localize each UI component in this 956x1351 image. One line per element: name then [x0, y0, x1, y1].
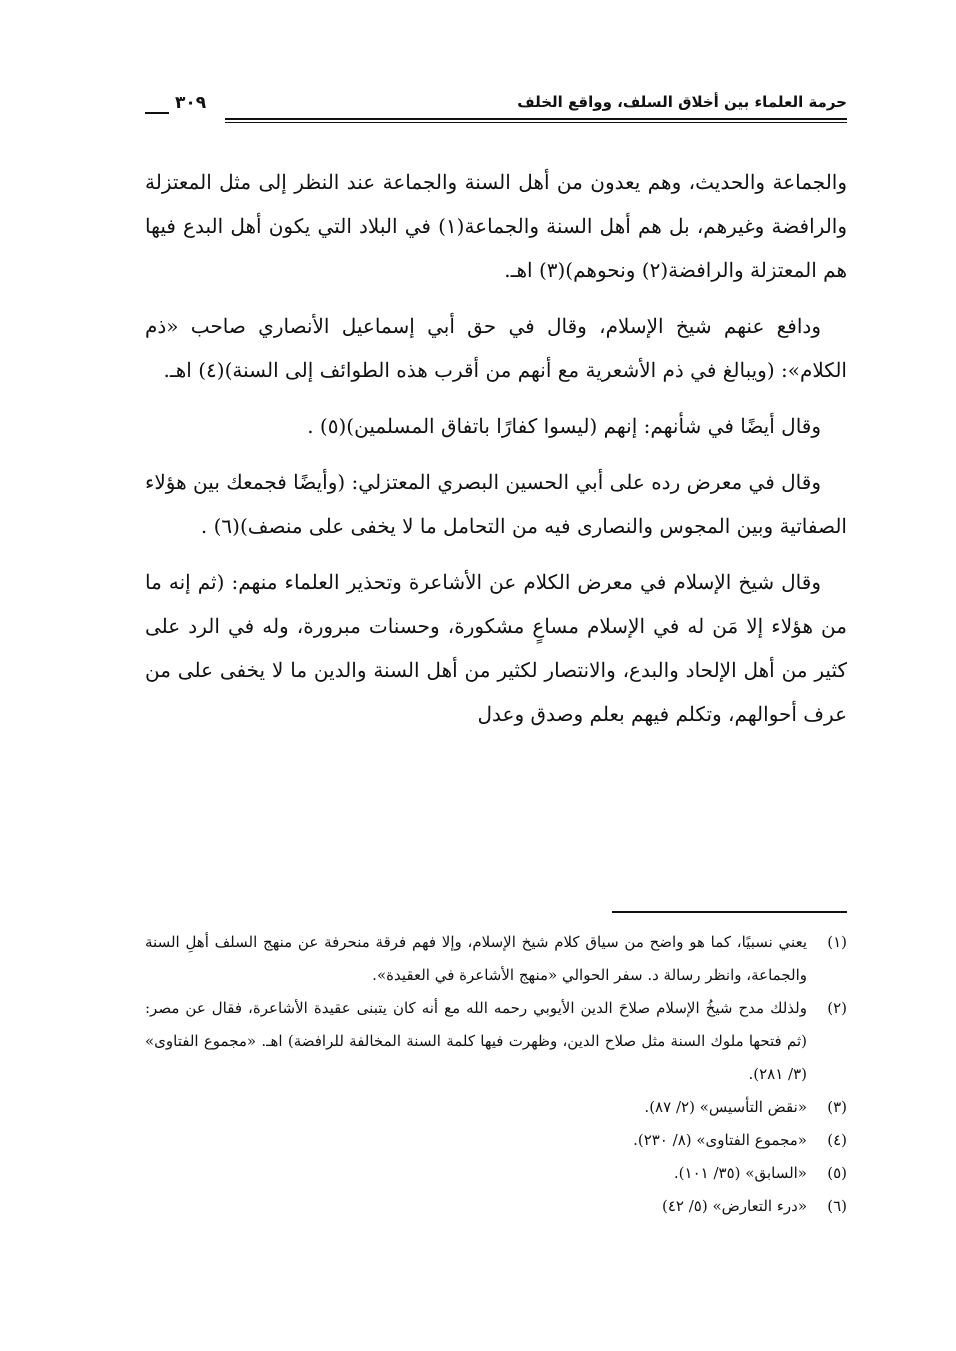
footnote-text: ولذلك مدح شيخُ الإسلام صلاحَ الدين الأيوبي رحمه الله مع أنه كان يتبنى عقيدة الأشاعرة، فقال عن مصر: (ثم فتحها ملوك السنة مثل صلاح الدين، وظهرت فيها كلمة السنة المخالفة للرافضة) اهـ. «مجموع الفتاوى» (٣/ ٢٨١).: [145, 999, 807, 1083]
footnote-separator: [612, 911, 847, 913]
footnote: [145, 1091, 847, 1124]
footnote: [145, 1157, 847, 1190]
header-rule: [225, 118, 847, 123]
footnote-number: (٥): [827, 1164, 847, 1182]
header-title: حرمة العلماء بين أخلاق السلف، وواقع الخلف: [517, 93, 847, 111]
footnote-number: (١): [827, 933, 847, 951]
footnote-number: (٣): [827, 1098, 847, 1116]
footnote-text: يعني نسبيًا، كما هو واضح من سياق كلام شيخ الإسلام، وإلا فهم فرقة منحرفة عن منهج السلف أهلِ السنة والجماعة، وانظر رسالة د. سفر الحوالي «منهج الأشاعرة في العقيدة».: [145, 933, 807, 984]
page-number-dash: [145, 112, 169, 114]
paragraph: وقال شيخ الإسلام في معرض الكلام عن الأشاعرة وتحذير العلماء منهم: (ثم إنه ما من هؤلاء إلا مَن له في الإسلام مساعٍ مشكورة، وحسنات مبرورة، وله في الرد على كثير من أهل الإلحاد والبدع، والانتصار لكثير من أهل السنة والدين ما لا يخفى على من عرف أحوالهم، وتكلم فيهم بعلم وصدق وعدل: [145, 570, 847, 726]
footnote: [145, 926, 847, 992]
paragraph: ودافع عنهم شيخ الإسلام، وقال في حق أبي إسماعيل الأنصاري صاحب «ذم الكلام»: (ويبالغ في ذم الأشعرية مع أنهم من أقرب هذه الطوائف إلى السنة)(٤) اهـ.: [145, 314, 847, 382]
paragraph: وقال أيضًا في شأنهم: إنهم (ليسوا كفارًا باتفاق المسلمين)(٥) .: [307, 414, 821, 438]
paragraph: وقال في معرض رده على أبي الحسين البصري المعتزلي: (وأيضًا فجمعك بين هؤلاء الصفاتية وبين المجوس والنصارى فيه من التحامل ما لا يخفى على منصف)(٦) .: [145, 470, 847, 538]
footnote-number: (٤): [827, 1131, 847, 1149]
footnote-number: (٦): [827, 1197, 847, 1215]
page-number: ٣٠٩: [175, 93, 207, 113]
footnote-text: «درء التعارض» (٥/ ٤٢): [661, 1197, 807, 1215]
footnote-number: (٢): [827, 999, 847, 1017]
footnote: [145, 1190, 847, 1223]
footnote-text: «مجموع الفتاوى» (٨/ ٢٣٠).: [633, 1131, 807, 1149]
footnote: [145, 992, 847, 1091]
paragraph: والجماعة والحديث، وهم يعدون من أهل السنة والجماعة عند النظر إلى مثل المعتزلة والرافضة وغيرهم، بل هم أهل السنة والجماعة(١) في البلاد التي يكون أهل البدع فيها هم المعتزلة والرافضة(٢) ونحوهم)(٣) اهـ.: [145, 170, 848, 282]
footnote-text: «نقض التأسيس» (٢/ ٨٧).: [644, 1098, 807, 1116]
footnotes: [145, 926, 847, 1223]
footnote-text: «السابق» (٣٥/ ١٠١).: [673, 1164, 807, 1182]
running-header: [145, 90, 847, 124]
footnote: [145, 1124, 847, 1157]
main-text: [145, 160, 847, 748]
